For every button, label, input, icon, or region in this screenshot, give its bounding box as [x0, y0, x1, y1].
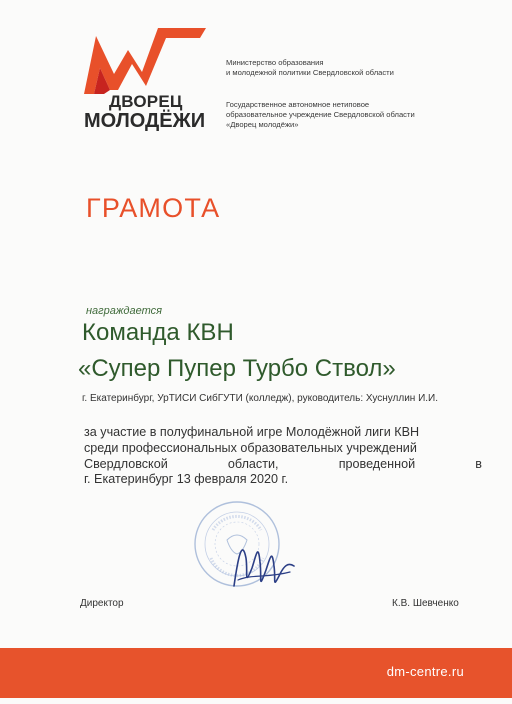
- document-title: ГРАМОТА: [86, 193, 221, 223]
- award-reason: [84, 425, 482, 488]
- dvorets-molodezhi-logo: [80, 28, 212, 138]
- institution-line-3: «Дворец молодёжи»: [226, 120, 299, 129]
- signer-name: К.В. Шевченко: [392, 598, 459, 609]
- reason-line-4: г. Екатеринбург 13 февраля 2020 г.: [84, 472, 289, 487]
- logo-text-dvorets: ДВОРЕЦ: [109, 92, 183, 111]
- team-location: г. Екатеринбург, УрТИСИ СибГУТИ (колледж), руководитель: Хуснуллин И.И.: [82, 393, 439, 404]
- team-name-line-2: «Супер Пупер Турбо Ствол»: [78, 355, 396, 382]
- reason-line-2: среди профессиональных образовательных учреждений: [84, 440, 417, 455]
- reason-word: Свердловской: [84, 456, 168, 471]
- signer-position: Директор: [80, 598, 124, 609]
- reason-word: области,: [227, 456, 279, 471]
- institution-name: [226, 100, 496, 130]
- logo-mark-icon: [80, 28, 212, 98]
- reason-line-3: [84, 457, 482, 473]
- awarded-label: награждается: [86, 305, 163, 317]
- footer-bar: [0, 648, 512, 698]
- reason-line-1: за участие в полуфинальной игре Молодёжной лиги КВН: [84, 425, 420, 439]
- institution-line-2: образовательное учреждение Свердловской области: [226, 110, 415, 119]
- ministry-name: [226, 58, 496, 78]
- logo-text-molodezhi: МОЛОДЁЖИ: [84, 110, 206, 132]
- team-name-line-1: Команда КВН: [82, 319, 234, 346]
- ministry-line-2: и молодежной политики Свердловской области: [226, 68, 394, 77]
- institution-line-1: Государственное автономное нетиповое: [226, 100, 370, 109]
- reason-word: в: [475, 456, 482, 471]
- ministry-line-1: Министерство образования: [226, 58, 324, 67]
- footer-website-link[interactable]: dm-centre.ru: [386, 664, 464, 679]
- reason-word: проведенной: [338, 456, 416, 471]
- signature-icon: [228, 528, 298, 598]
